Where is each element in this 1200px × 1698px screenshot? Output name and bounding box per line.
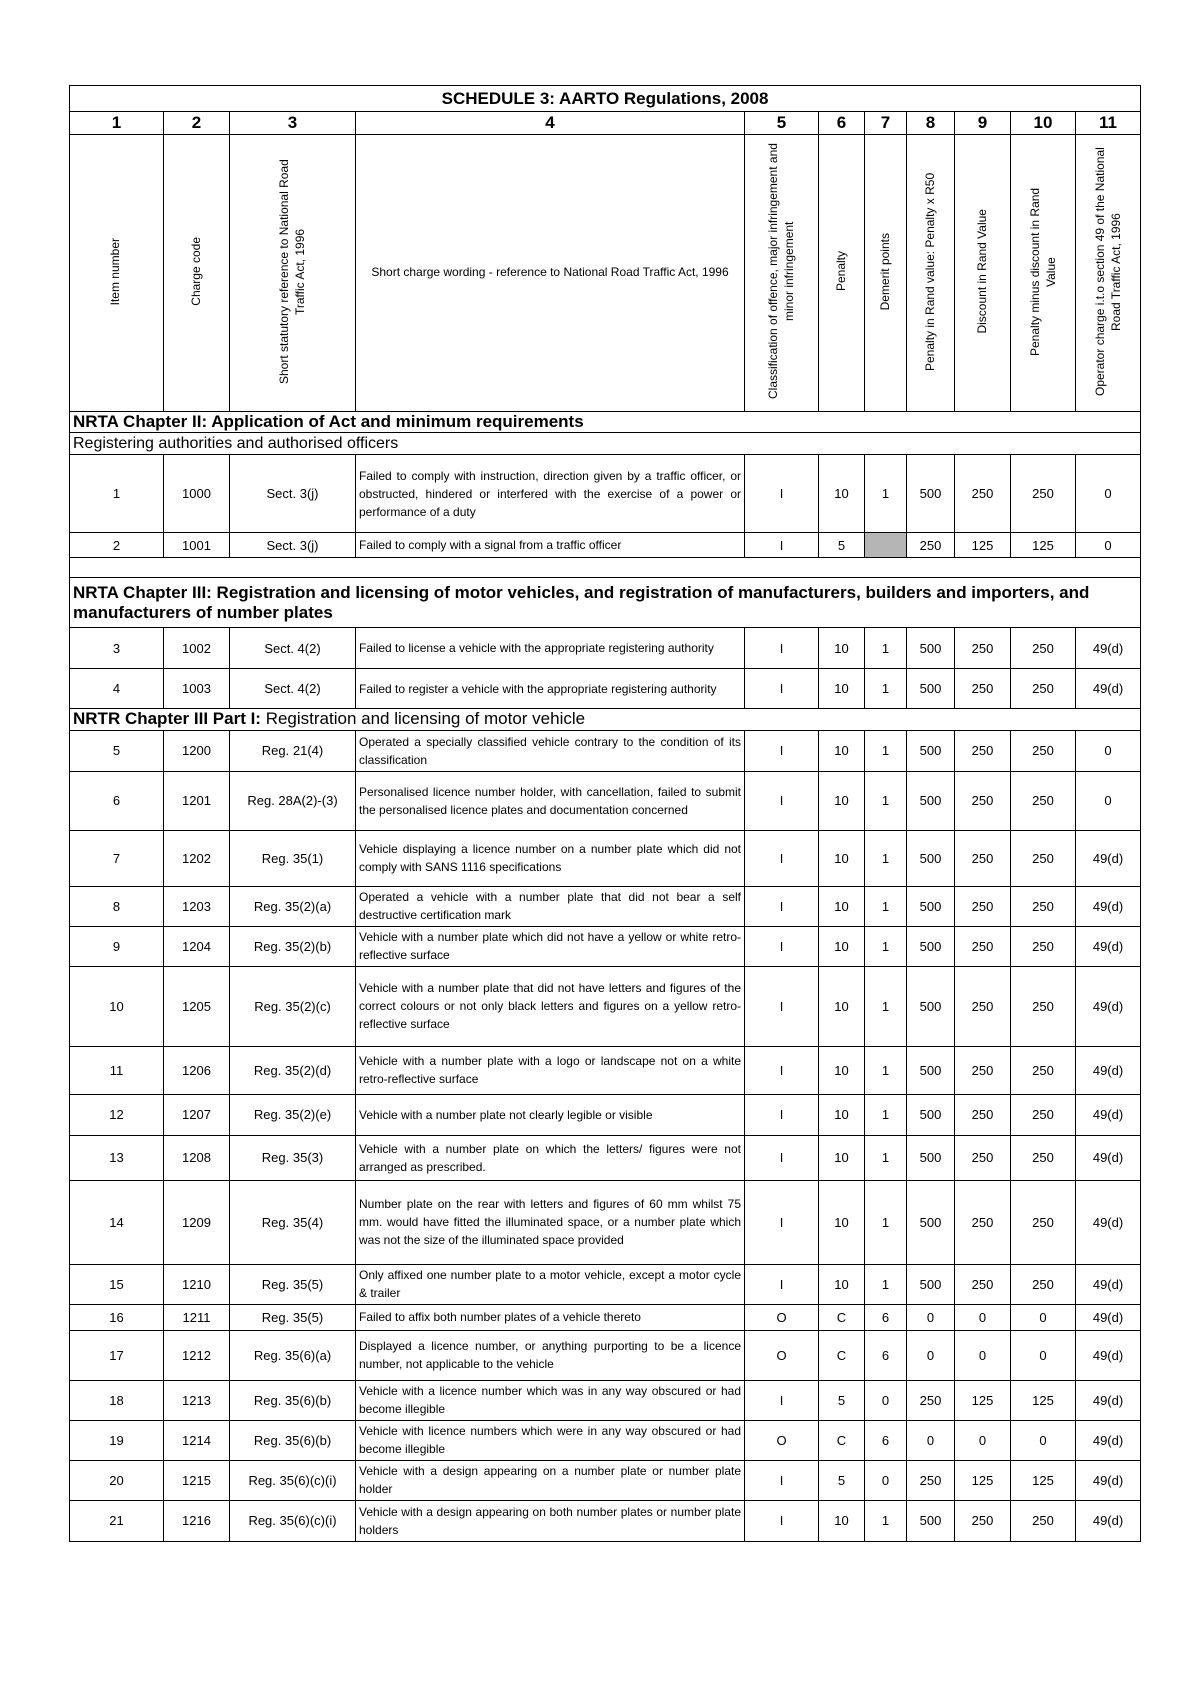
cell-wording: Operated a vehicle with a number plate that did not bear a self destructive certification mark <box>356 886 745 926</box>
cell-penalty: C <box>819 1420 865 1460</box>
table-row <box>70 1180 1141 1264</box>
cell-net: 250 <box>1011 1135 1076 1180</box>
cell-code: 1002 <box>164 628 230 669</box>
header-penalty: Penalty <box>834 251 849 292</box>
cell-item: 14 <box>70 1180 164 1264</box>
table-row <box>70 1330 1141 1380</box>
cell-wording: Vehicle with a design appearing on a number plate or number plate holder <box>356 1460 745 1500</box>
cell-ref: Reg. 35(6)(a) <box>230 1330 356 1380</box>
cell-discount: 0 <box>955 1420 1011 1460</box>
cell-rand: 500 <box>907 730 955 771</box>
cell-net: 250 <box>1011 1180 1076 1264</box>
cell-demerit <box>865 533 907 558</box>
col-number: 2 <box>164 112 230 135</box>
cell-item: 18 <box>70 1380 164 1420</box>
cell-code: 1211 <box>164 1304 230 1330</box>
cell-code: 1215 <box>164 1460 230 1500</box>
table-row <box>70 1135 1141 1180</box>
col-number: 8 <box>907 112 955 135</box>
cell-operator: 49(d) <box>1076 926 1141 966</box>
blank-row <box>70 558 1141 578</box>
cell-item: 2 <box>70 533 164 558</box>
cell-ref: Reg. 28A(2)-(3) <box>230 771 356 830</box>
cell-net: 250 <box>1011 926 1076 966</box>
cell-operator: 0 <box>1076 771 1141 830</box>
cell-net: 250 <box>1011 1264 1076 1304</box>
cell-net: 0 <box>1011 1330 1076 1380</box>
cell-code: 1202 <box>164 830 230 886</box>
cell-code: 1208 <box>164 1135 230 1180</box>
cell-discount: 250 <box>955 926 1011 966</box>
cell-penalty: 10 <box>819 628 865 669</box>
col-number: 11 <box>1076 112 1141 135</box>
table-row <box>70 533 1141 558</box>
cell-wording: Failed to affix both number plates of a vehicle thereto <box>356 1304 745 1330</box>
cell-code: 1203 <box>164 886 230 926</box>
cell-demerit: 1 <box>865 1264 907 1304</box>
cell-net: 250 <box>1011 830 1076 886</box>
cell-ref: Reg. 21(4) <box>230 730 356 771</box>
cell-item: 5 <box>70 730 164 771</box>
cell-demerit: 1 <box>865 926 907 966</box>
cell-penalty: 10 <box>819 1135 865 1180</box>
header-item-number: Item number <box>107 237 122 306</box>
cell-class: I <box>745 1460 819 1500</box>
cell-discount: 250 <box>955 830 1011 886</box>
cell-code: 1216 <box>164 1500 230 1541</box>
cell-wording: Number plate on the rear with letters and figures of 60 mm whilst 75 mm. would have fitted the illuminated space, or a number plate which was not the size of the illuminated space provided <box>356 1180 745 1264</box>
cell-class: I <box>745 628 819 669</box>
cell-ref: Reg. 35(6)(b) <box>230 1420 356 1460</box>
cell-operator: 49(d) <box>1076 1380 1141 1420</box>
cell-penalty: 5 <box>819 533 865 558</box>
cell-item: 1 <box>70 455 164 533</box>
cell-item: 8 <box>70 886 164 926</box>
cell-penalty: C <box>819 1304 865 1330</box>
cell-ref: Reg. 35(6)(c)(i) <box>230 1500 356 1541</box>
cell-code: 1000 <box>164 455 230 533</box>
cell-operator: 49(d) <box>1076 1420 1141 1460</box>
cell-wording: Vehicle with licence numbers which were in any way obscured or had become illegible <box>356 1420 745 1460</box>
table-row <box>70 669 1141 709</box>
cell-discount: 250 <box>955 886 1011 926</box>
cell-wording: Vehicle with a number plate with a logo or landscape not on a white retro-reflective surface <box>356 1046 745 1094</box>
cell-code: 1213 <box>164 1380 230 1420</box>
cell-rand: 500 <box>907 1180 955 1264</box>
cell-net: 250 <box>1011 730 1076 771</box>
cell-wording: Vehicle with a licence number which was in any way obscured or had become illegible <box>356 1380 745 1420</box>
cell-operator: 49(d) <box>1076 1460 1141 1500</box>
cell-code: 1201 <box>164 771 230 830</box>
cell-rand: 500 <box>907 886 955 926</box>
cell-item: 3 <box>70 628 164 669</box>
cell-discount: 250 <box>955 966 1011 1046</box>
cell-penalty: 10 <box>819 886 865 926</box>
section-title: NRTA Chapter III: Registration and licensing of motor vehicles, and registration of manufacturers, builders and importers, and manufacturers of number plates <box>70 578 1141 628</box>
table-body <box>70 86 1141 1542</box>
cell-class: I <box>745 533 819 558</box>
cell-ref: Reg. 35(4) <box>230 1180 356 1264</box>
table-row <box>70 628 1141 669</box>
cell-rand: 250 <box>907 1460 955 1500</box>
cell-ref: Sect. 3(j) <box>230 455 356 533</box>
schedule-title: SCHEDULE 3: AARTO Regulations, 2008 <box>70 86 1141 112</box>
table-row <box>70 830 1141 886</box>
table-row <box>70 1304 1141 1330</box>
cell-class: I <box>745 926 819 966</box>
cell-code: 1204 <box>164 926 230 966</box>
cell-ref: Reg. 35(5) <box>230 1304 356 1330</box>
cell-wording: Failed to license a vehicle with the appropriate registering authority <box>356 628 745 669</box>
cell-ref: Reg. 35(2)(b) <box>230 926 356 966</box>
section-row <box>70 709 1141 730</box>
cell-class: I <box>745 455 819 533</box>
cell-net: 250 <box>1011 669 1076 709</box>
header-charge-wording: Short charge wording - reference to National Road Traffic Act, 1996 <box>356 135 745 412</box>
cell-operator: 49(d) <box>1076 830 1141 886</box>
cell-code: 1003 <box>164 669 230 709</box>
header-statutory-reference: Short statutory reference to National Road Traffic Act, 1996 <box>277 159 308 384</box>
subsection-row <box>70 433 1141 455</box>
cell-wording: Vehicle with a number plate not clearly legible or visible <box>356 1094 745 1135</box>
cell-ref: Reg. 35(6)(b) <box>230 1380 356 1420</box>
cell-net: 250 <box>1011 1046 1076 1094</box>
cell-item: 17 <box>70 1330 164 1380</box>
cell-item: 9 <box>70 926 164 966</box>
cell-ref: Reg. 35(1) <box>230 830 356 886</box>
cell-demerit: 1 <box>865 628 907 669</box>
header-demerit-points: Demerit points <box>878 232 893 311</box>
col-number: 1 <box>70 112 164 135</box>
cell-wording: Failed to register a vehicle with the appropriate registering authority <box>356 669 745 709</box>
cell-penalty: 10 <box>819 830 865 886</box>
cell-operator: 49(d) <box>1076 1304 1141 1330</box>
cell-penalty: 10 <box>819 1094 865 1135</box>
cell-penalty: 10 <box>819 1264 865 1304</box>
cell-ref: Reg. 35(2)(c) <box>230 966 356 1046</box>
subsection-title: Registering authorities and authorised officers <box>70 433 1141 455</box>
cell-penalty: C <box>819 1330 865 1380</box>
cell-discount: 250 <box>955 1264 1011 1304</box>
cell-operator: 49(d) <box>1076 1094 1141 1135</box>
cell-code: 1209 <box>164 1180 230 1264</box>
col-number: 4 <box>356 112 745 135</box>
cell-class: O <box>745 1304 819 1330</box>
cell-wording: Operated a specially classified vehicle contrary to the condition of its classification <box>356 730 745 771</box>
cell-rand: 0 <box>907 1420 955 1460</box>
cell-penalty: 10 <box>819 966 865 1046</box>
cell-rand: 250 <box>907 533 955 558</box>
cell-demerit: 1 <box>865 966 907 1046</box>
cell-discount: 250 <box>955 1180 1011 1264</box>
header-charge-code: Charge code <box>189 237 204 306</box>
cell-wording: Vehicle with a design appearing on both number plates or number plate holders <box>356 1500 745 1541</box>
cell-demerit: 1 <box>865 1046 907 1094</box>
table-row <box>70 886 1141 926</box>
cell-demerit: 1 <box>865 1135 907 1180</box>
cell-code: 1212 <box>164 1330 230 1380</box>
cell-penalty: 10 <box>819 1180 865 1264</box>
cell-discount: 250 <box>955 1094 1011 1135</box>
section-title: NRTA Chapter II: Application of Act and minimum requirements <box>70 412 1141 433</box>
cell-net: 250 <box>1011 628 1076 669</box>
cell-penalty: 10 <box>819 455 865 533</box>
cell-wording: Failed to comply with a signal from a traffic officer <box>356 533 745 558</box>
cell-wording: Only affixed one number plate to a motor vehicle, except a motor cycle & trailer <box>356 1264 745 1304</box>
cell-net: 250 <box>1011 966 1076 1046</box>
cell-discount: 250 <box>955 730 1011 771</box>
cell-demerit: 1 <box>865 1180 907 1264</box>
cell-rand: 500 <box>907 455 955 533</box>
cell-class: I <box>745 1380 819 1420</box>
cell-class: I <box>745 1094 819 1135</box>
cell-discount: 250 <box>955 1046 1011 1094</box>
cell-penalty: 5 <box>819 1460 865 1500</box>
cell-demerit: 6 <box>865 1304 907 1330</box>
cell-rand: 250 <box>907 1380 955 1420</box>
cell-discount: 250 <box>955 1500 1011 1541</box>
header-classification: Classification of offence, major infringement and minor infringement <box>766 143 797 400</box>
cell-class: I <box>745 830 819 886</box>
cell-rand: 0 <box>907 1304 955 1330</box>
cell-penalty: 10 <box>819 1046 865 1094</box>
cell-class: I <box>745 1180 819 1264</box>
cell-class: I <box>745 771 819 830</box>
cell-code: 1200 <box>164 730 230 771</box>
table-row <box>70 1460 1141 1500</box>
cell-net: 250 <box>1011 455 1076 533</box>
cell-penalty: 10 <box>819 730 865 771</box>
cell-penalty: 5 <box>819 1380 865 1420</box>
cell-item: 6 <box>70 771 164 830</box>
cell-penalty: 10 <box>819 669 865 709</box>
cell-demerit: 1 <box>865 1094 907 1135</box>
cell-operator: 49(d) <box>1076 966 1141 1046</box>
cell-demerit: 1 <box>865 830 907 886</box>
section-title <box>70 709 1141 730</box>
section-title-rest: Registration and licensing of motor vehicle <box>260 709 586 729</box>
cell-penalty: 10 <box>819 771 865 830</box>
cell-operator: 49(d) <box>1076 1500 1141 1541</box>
cell-code: 1001 <box>164 533 230 558</box>
table-row <box>70 966 1141 1046</box>
cell-wording: Vehicle displaying a licence number on a number plate which did not comply with SANS 1116 specifications <box>356 830 745 886</box>
cell-operator: 49(d) <box>1076 628 1141 669</box>
cell-item: 21 <box>70 1500 164 1541</box>
cell-rand: 500 <box>907 1500 955 1541</box>
cell-demerit: 1 <box>865 730 907 771</box>
cell-rand: 500 <box>907 830 955 886</box>
cell-discount: 125 <box>955 1380 1011 1420</box>
cell-net: 250 <box>1011 1500 1076 1541</box>
cell-discount: 0 <box>955 1330 1011 1380</box>
cell-net: 0 <box>1011 1420 1076 1460</box>
cell-item: 4 <box>70 669 164 709</box>
cell-class: O <box>745 1420 819 1460</box>
cell-wording: Vehicle with a number plate on which the letters/ figures were not arranged as prescribed. <box>356 1135 745 1180</box>
cell-class: O <box>745 1330 819 1380</box>
cell-wording: Vehicle with a number plate that did not have letters and figures of the correct colours or not only black letters and figures on a yellow retro-reflective surface <box>356 966 745 1046</box>
table-row <box>70 1264 1141 1304</box>
cell-rand: 500 <box>907 1094 955 1135</box>
section-row <box>70 412 1141 433</box>
table-row <box>70 1420 1141 1460</box>
cell-class: I <box>745 1135 819 1180</box>
cell-net: 125 <box>1011 1460 1076 1500</box>
cell-rand: 500 <box>907 771 955 830</box>
table-row <box>70 1046 1141 1094</box>
cell-wording: Failed to comply with instruction, direction given by a traffic officer, or obstructed, hindered or interfered with the exercise of a power or performance of a duty <box>356 455 745 533</box>
cell-code: 1210 <box>164 1264 230 1304</box>
cell-net: 0 <box>1011 1304 1076 1330</box>
cell-discount: 125 <box>955 1460 1011 1500</box>
table-row <box>70 771 1141 830</box>
column-number-row <box>70 112 1141 135</box>
cell-rand: 500 <box>907 628 955 669</box>
cell-rand: 500 <box>907 1135 955 1180</box>
table-row <box>70 926 1141 966</box>
cell-rand: 500 <box>907 926 955 966</box>
cell-rand: 500 <box>907 669 955 709</box>
table-row <box>70 1380 1141 1420</box>
cell-demerit: 0 <box>865 1460 907 1500</box>
cell-item: 11 <box>70 1046 164 1094</box>
table-row <box>70 1500 1141 1541</box>
cell-code: 1205 <box>164 966 230 1046</box>
cell-demerit: 1 <box>865 886 907 926</box>
cell-class: I <box>745 1500 819 1541</box>
cell-code: 1206 <box>164 1046 230 1094</box>
header-operator-charge: Operator charge i.t.o section 49 of the National Road Traffic Act, 1996 <box>1092 147 1124 396</box>
cell-net: 250 <box>1011 1094 1076 1135</box>
cell-wording: Displayed a licence number, or anything purporting to be a licence number, not applicable to the vehicle <box>356 1330 745 1380</box>
cell-class: I <box>745 1046 819 1094</box>
col-number: 6 <box>819 112 865 135</box>
cell-code: 1214 <box>164 1420 230 1460</box>
cell-ref: Reg. 35(2)(a) <box>230 886 356 926</box>
cell-wording: Vehicle with a number plate which did not have a yellow or white retro-reflective surface <box>356 926 745 966</box>
section-row <box>70 578 1141 628</box>
cell-operator: 49(d) <box>1076 1135 1141 1180</box>
cell-item: 19 <box>70 1420 164 1460</box>
cell-discount: 250 <box>955 628 1011 669</box>
cell-ref: Reg. 35(6)(c)(i) <box>230 1460 356 1500</box>
cell-discount: 250 <box>955 455 1011 533</box>
cell-penalty: 10 <box>819 926 865 966</box>
column-header-row <box>70 135 1141 412</box>
cell-net: 250 <box>1011 886 1076 926</box>
header-penalty-minus-discount: Penalty minus discount in Rand Value <box>1027 187 1058 356</box>
cell-demerit: 1 <box>865 455 907 533</box>
table-row <box>70 730 1141 771</box>
cell-demerit: 1 <box>865 771 907 830</box>
cell-class: I <box>745 730 819 771</box>
cell-class: I <box>745 669 819 709</box>
cell-rand: 500 <box>907 1264 955 1304</box>
cell-demerit: 1 <box>865 669 907 709</box>
cell-discount: 0 <box>955 1304 1011 1330</box>
cell-class: I <box>745 1264 819 1304</box>
cell-ref: Reg. 35(5) <box>230 1264 356 1304</box>
cell-ref: Reg. 35(3) <box>230 1135 356 1180</box>
cell-item: 15 <box>70 1264 164 1304</box>
cell-net: 125 <box>1011 533 1076 558</box>
header-discount: Discount in Rand Value <box>975 209 990 334</box>
cell-operator: 49(d) <box>1076 1264 1141 1304</box>
cell-discount: 250 <box>955 771 1011 830</box>
header-penalty-rand: Penalty in Rand value: Penalty x R50 <box>923 172 938 371</box>
col-number: 10 <box>1011 112 1076 135</box>
cell-rand: 0 <box>907 1330 955 1380</box>
cell-operator: 49(d) <box>1076 1046 1141 1094</box>
cell-net: 250 <box>1011 771 1076 830</box>
cell-ref: Sect. 3(j) <box>230 533 356 558</box>
section-title-bold: NRTR Chapter III Part I: <box>73 709 261 729</box>
cell-class: I <box>745 886 819 926</box>
cell-ref: Reg. 35(2)(d) <box>230 1046 356 1094</box>
cell-ref: Reg. 35(2)(e) <box>230 1094 356 1135</box>
col-number: 3 <box>230 112 356 135</box>
cell-net: 125 <box>1011 1380 1076 1420</box>
cell-code: 1207 <box>164 1094 230 1135</box>
cell-discount: 125 <box>955 533 1011 558</box>
cell-item: 16 <box>70 1304 164 1330</box>
schedule-table <box>69 85 1141 1542</box>
cell-demerit: 0 <box>865 1380 907 1420</box>
cell-item: 13 <box>70 1135 164 1180</box>
cell-class: I <box>745 966 819 1046</box>
cell-discount: 250 <box>955 1135 1011 1180</box>
cell-demerit: 6 <box>865 1330 907 1380</box>
cell-rand: 500 <box>907 966 955 1046</box>
cell-ref: Sect. 4(2) <box>230 669 356 709</box>
cell-rand: 500 <box>907 1046 955 1094</box>
cell-operator: 49(d) <box>1076 1180 1141 1264</box>
col-number: 7 <box>865 112 907 135</box>
cell-wording: Personalised licence number holder, with cancellation, failed to submit the personalised licence plates and documentation concerned <box>356 771 745 830</box>
cell-item: 20 <box>70 1460 164 1500</box>
cell-operator: 49(d) <box>1076 1330 1141 1380</box>
table-row <box>70 1094 1141 1135</box>
cell-item: 12 <box>70 1094 164 1135</box>
cell-discount: 250 <box>955 669 1011 709</box>
cell-operator: 0 <box>1076 455 1141 533</box>
cell-operator: 49(d) <box>1076 886 1141 926</box>
col-number: 5 <box>745 112 819 135</box>
cell-item: 10 <box>70 966 164 1046</box>
cell-operator: 0 <box>1076 730 1141 771</box>
table-row <box>70 455 1141 533</box>
cell-item: 7 <box>70 830 164 886</box>
cell-ref: Sect. 4(2) <box>230 628 356 669</box>
cell-operator: 0 <box>1076 533 1141 558</box>
cell-operator: 49(d) <box>1076 669 1141 709</box>
cell-penalty: 10 <box>819 1500 865 1541</box>
cell-demerit: 6 <box>865 1420 907 1460</box>
col-number: 9 <box>955 112 1011 135</box>
cell-demerit: 1 <box>865 1500 907 1541</box>
